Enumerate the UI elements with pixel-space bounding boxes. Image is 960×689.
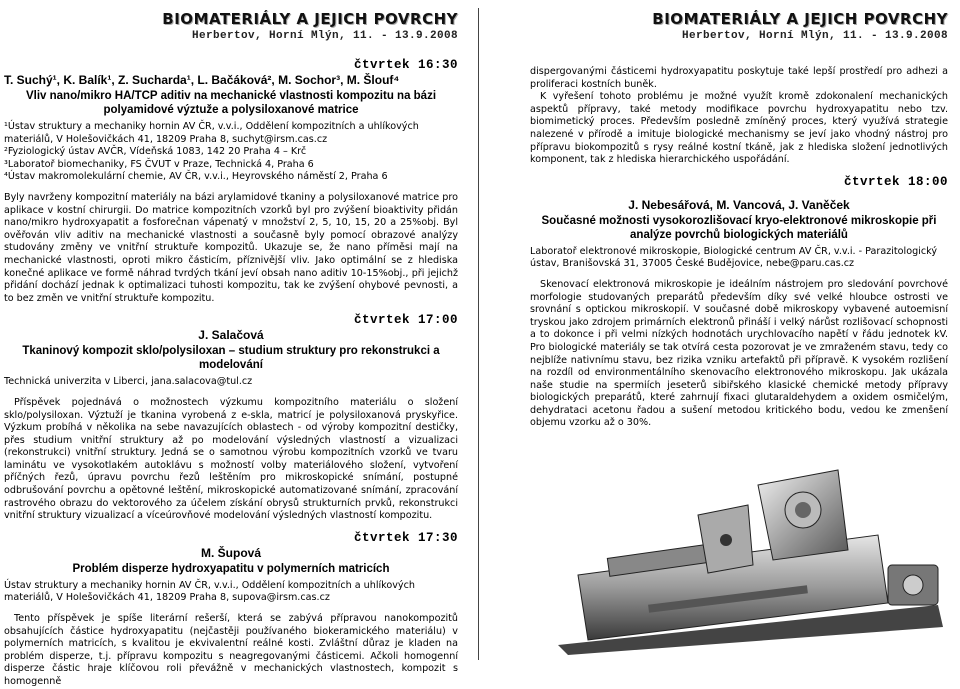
abstract-text: Byly navrženy kompozitní materiály na bázi arylamidové tkaniny a polysiloxanové matrice pro aplikace v kostní chirurgii. Do matrice kompozitních vzorků byl pro zvýšení bioaktivity přidán nano/mikro hydroxyapatit a fosforečnan vápenatý v množství 2, 5, 10, 15, 20 a 25%obj. Byl ověřován vliv aditiv na mechanické vlastnosti a současně byly pomocí obrazové analýzy studovány změny ve vnitřní struktuře kompozitů. Ukazuje se, že nano příměsi mají na mechanické vlastnosti, oproti mikro částicím, příznivější vliv. Jako optimální se z hlediska konečné aplikace ve formě náhrad tvrdých tkání jeví obsah nano aditiv 10-15%obj., při jejichž přidání dochází jednak k optimalizaci tuhosti kompozitu, tak ke zvýšení ohybové pevnosti, a to bez změn ve vnitřní struktuře kompozitu. [4, 191, 458, 304]
left-content [4, 58, 458, 689]
affiliation: ¹Ústav struktury a mechaniky hornin AV ČR, v.v.i., Oddělení kompozitních a uhlíkových materiálů, V Holešovičkách 41, 18209 Praha 8, suchyt@irsm.cas.cz [4, 121, 419, 145]
session-1 [4, 58, 458, 305]
session-time: čtvrtek 16:30 [353, 58, 458, 72]
affiliation: Technická univerzita v Liberci, jana.salacova@tul.cz [4, 376, 253, 388]
abstract-continued: K vyřešení tohoto problému je možné využít kromě zdokonalení mechanických aspektů přípravy, také metody modifikace povrchu hydroxyapatitu nebo tzv. biomimetický proces. Především posledně zmíněný proces, který využívá strategie nalezené v přírodě a imituje biologické mechanismy se jeví jako vhodný nástroj pro přípravu biokompozitů s rysy reálné kostní tkáně, jak z hlediska složení jednotlivých komponent, tak z hlediska hierarchického uspořádání. [530, 91, 948, 166]
header-title: BIOMATERIÁLY A JEJICH POVRCHY [652, 10, 948, 28]
session-time: čtvrtek 17:00 [353, 313, 458, 328]
page-header [652, 10, 948, 42]
affiliation: ⁴Ústav makromolekulární chemie, AV ČR, v.v.i., Heyrovského náměstí 2, Praha 6 [4, 171, 388, 183]
abstract-title: Vliv nano/mikro HA/TCP aditiv na mechanické vlastnosti kompozitu na bázi polyamidové výztuže a polysiloxanové matrice [25, 90, 437, 116]
authors: T. Suchý¹, K. Balík¹, Z. Sucharda¹, L. Bačáková², M. Sochor³, M. Šlouf⁴ [4, 73, 400, 87]
abstract-continued: dispergovanými částicemi hydroxyapatitu poskytuje také lepší prostředí pro adhezi a proliferaci kostních buněk. [530, 66, 948, 90]
abstract-text: Příspěvek pojednává o možnostech výzkumu kompozitního materiálu o složení sklo/polysiloxan. Výztuží je tkanina vyrobená z e-skla, matricí je polysiloxanová pryskyřice. Výzkum probíhá v několika na sebe navazujících oblastech - od výroby kompozitní destičky, přes studium vnitřní struktury až po modelování výsledných vlastností a vizualizaci (rekonstrukci) vnitřní struktury. Jedná se o samotnou výrobu kompozitních vzorků ve tvaru laminátu ve vysokotlakém autoklávu s možností volby materiálového složení, vytvoření příčných řezů, úpravu povrchu řezů leštěním pro mikroskopické snímání, postupné odbrušování povrchu a opětovné leštění, mikroskopické automatizované snímání, zpracování rastrového obrazu do vektorového za účelem získání obrysů strukturních prvků, rekonstrukci vnitřní struktury vizualizací a víceúrovňové modelování výsledných vlastností kompozitu. [4, 396, 458, 522]
session-time: čtvrtek 18:00 [843, 174, 948, 189]
header-title: BIOMATERIÁLY A JEJICH POVRCHY [162, 10, 458, 28]
authors: J. Salačová [198, 328, 264, 343]
wood-plane-illustration [548, 455, 948, 655]
right-content [530, 66, 948, 430]
abstract-text: Skenovací elektronová mikroskopie je ideálním nástrojem pro sledování povrchové morfologie studovaných preparátů především díky své velké hloubce ostrosti ve srovnání s optickou mikroskopií. V současné době mikroskopy vybavené autoemisní tryskou jako zdrojem primárních elektronů přináší i velký nárůst rozlišovací schopnosti a to dokonce i při velmi nízkých hodnotách urychlovacího napětí v řádu jednotek kV. Pro biologické materiály se tak otvírá cesta pozorovat je ve zmraženém stavu, tedy co nejblíže nativnímu stavu, bez rizika vzniku artefaktů při přípravě. K vysokém rozlišení na rozdíl od environmentálního skenovacího elektronového mikroskopu. Jak ukázala naše studie na spermiích jeseterů sibiřského klasické chemické metody přípravy biologických preparátů, které zahrnují fixaci glutaraldehydem a oxidem osmičelým, dehydrataci acetonu řadou a sušení metodou kritického bodu, vedou ke zmenšení objemu vzorku až o 30%. [530, 278, 948, 429]
header-subtitle: Herbertov, Horní Mlýn, 11. - 13.9.2008 [191, 30, 458, 42]
abstract-title: Problém disperze hydroxyapatitu v polymerních matricích [72, 562, 390, 575]
abstract-text: Tento příspěvek je spíše literární rešerší, která se zabývá přípravou nanokompozitů obsahujících částice hydroxyapatitu (nejčastěji používaného biokeramického materiálu) v polymerních matricích, s kvalitou je ekvivalentní reálné kosti. Zvláštní důraz je kladen na problém disperze, t.j. přípravu kompozitu s neagregovanými částicemi. Ačkoli homogenní disperze částic hraje klíčovou roli převážně v mechanických vlastnostech, kompozit s homogenně [4, 613, 458, 687]
session-3 [4, 531, 458, 689]
authors: J. Nebesářová, M. Vancová, J. Vaněček [628, 197, 850, 212]
affiliation: ³Laboratoř biomechaniky, FS ČVUT v Praze, Technická 4, Praha 6 [4, 158, 314, 170]
left-page [0, 0, 470, 687]
affiliation: Ústav struktury a mechaniky hornin AV ČR, v.v.i., Oddělení kompozitních a uhlíkových materiálů, V Holešovičkách 41, 18209 Praha 8, supova@irsm.cas.cz [4, 579, 415, 604]
session-2 [4, 313, 458, 523]
affiliation: ²Fyziologický ústav AVČR, Vídeňská 1083, 142 20 Praha 4 – Krč [4, 146, 307, 158]
abstract-title: Současné možnosti vysokorozlišovací kryo-elektronové mikroskopie při analýze povrchů biologických materiálů [541, 214, 937, 241]
session-time: čtvrtek 17:30 [353, 530, 458, 545]
abstract-title: Tkaninový kompozit sklo/polysiloxan – studium struktury pro rekonstrukci a modelování [22, 345, 440, 372]
session-4 [530, 175, 948, 430]
page-header [162, 10, 458, 42]
authors: M. Šupová [200, 545, 261, 560]
page-divider [478, 8, 479, 660]
header-subtitle: Herbertov, Horní Mlýn, 11. - 13.9.2008 [681, 30, 948, 42]
affiliation: Laboratoř elektronové mikroskopie, Biologické centrum AV ČR, v.v.i. - Parazitologický ústav, Branišovská 31, 37005 České Budějovice, nebe@paru.cas.cz [530, 245, 938, 270]
